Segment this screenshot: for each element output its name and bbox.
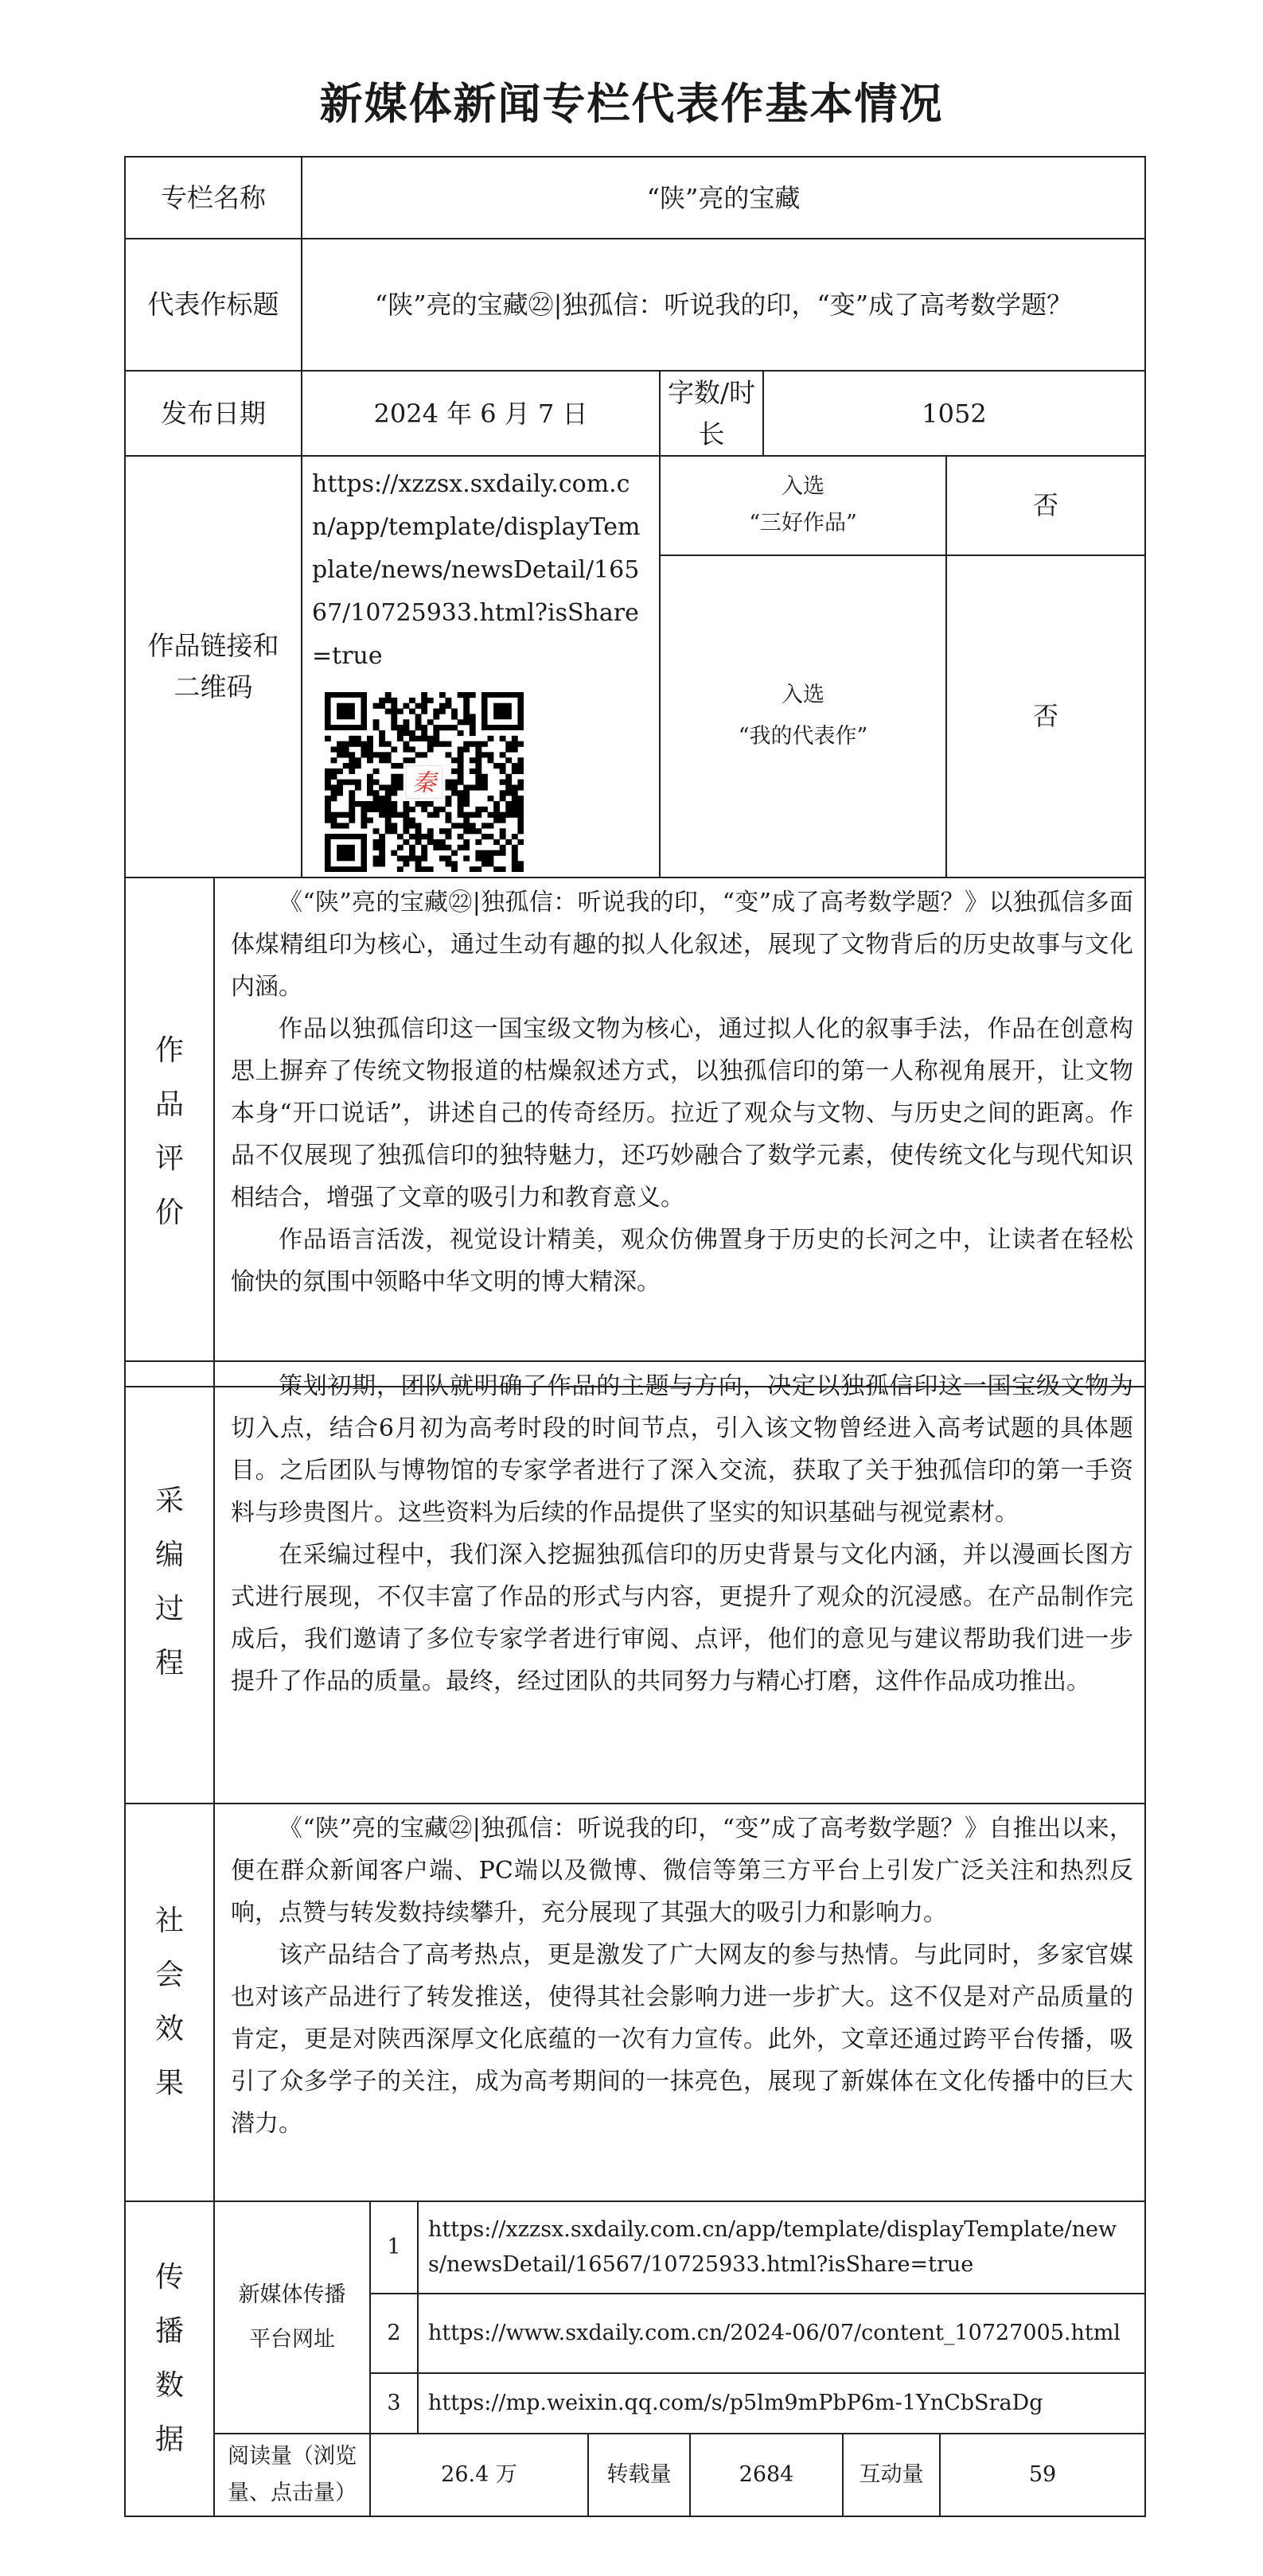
distribution-label: 传播数据 bbox=[125, 2201, 214, 2516]
platform-url-label: 新媒体传播平台网址 bbox=[214, 2201, 370, 2434]
selected-my-work-label: 入选 “我的代表作” bbox=[660, 555, 946, 877]
column-name-value: “陕”亮的宝藏 bbox=[302, 157, 1145, 239]
platform-url-link[interactable]: https://mp.weixin.qq.com/s/p5lm9mPbP6m-1YnCbSraDg bbox=[418, 2373, 1145, 2434]
selected-three-good-label: 入选 “三好作品” bbox=[660, 456, 946, 555]
impact-paragraph: 该产品结合了高考热点，更是激发了广大网友的参与热情。与此同时，多家官媒也对该产品进行了转发推送，使得其社会影响力进一步扩大。这不仅是对产品质量的肯定，更是对陕西深厚文化底蕴的一次有力宣传。此外，文章还通过跨平台传播，吸引了众多学子的关注，成为高考期间的一抹亮色，展现了新媒体在文化传播中的巨大潜力。 bbox=[231, 1941, 1134, 2138]
process-label: 采编过程 bbox=[125, 1361, 214, 1804]
evaluation-paragraph: 作品以独孤信印这一国宝级文物为核心，通过拟人化的叙事手法，作品在创意构思上摒弃了传统文物报道的枯燥叙述方式，以独孤信印的第一人称视角展开，让文物本身“开口说话”，讲述自己的传奇经历。拉近了观众与文物、与历史之间的距离。作品不仅展现了独孤信印的独特魅力，还巧妙融合了数学元素，使传统文化与现代知识相结合，增强了文章的吸引力和教育意义。 bbox=[231, 1015, 1134, 1212]
word-count-label: 字数/时长 bbox=[660, 371, 763, 456]
basic-info-table bbox=[124, 156, 1146, 1387]
column-name-label: 专栏名称 bbox=[125, 157, 302, 239]
process-paragraph: 策划初期，团队就明确了作品的主题与方向，决定以独孤信印这一国宝级文物为切入点，结合6月初为高考时段的时间节点，引入该文物曾经进入高考试题的具体题目。之后团队与博物馆的专家学者进行了深入交流，获取了关于独孤信印的第一手资料与珍贵图片。这些资料为后续的作品提供了坚实的知识基础与视觉素材。 bbox=[231, 1372, 1134, 1527]
reads-value: 26.4 万 bbox=[370, 2434, 588, 2516]
impact-label: 社会效果 bbox=[125, 1804, 214, 2201]
evaluation-text bbox=[214, 877, 1145, 1387]
reads-label: 阅读量（浏览量、点击量） bbox=[214, 2434, 370, 2516]
publish-date-value: 2024 年 6 月 7 日 bbox=[302, 371, 660, 456]
evaluation-paragraph: 作品语言活泼，视觉设计精美，观众仿佛置身于历史的长河之中，让读者在轻松愉快的氛围中领略中华文明的博大精深。 bbox=[231, 1226, 1134, 1296]
qr-logo: 秦 bbox=[412, 769, 436, 797]
url-number: 2 bbox=[370, 2294, 418, 2373]
publish-date-label: 发布日期 bbox=[125, 371, 302, 456]
impact-paragraph: 《“陕”亮的宝藏㉒|独孤信：听说我的印，“变”成了高考数学题？》自推出以来，便在群众新闻客户端、PC端以及微博、微信等第三方平台上引发广泛关注和热烈反响，点赞与转发数持续攀升，充分展现了其强大的吸引力和影响力。 bbox=[231, 1815, 1134, 1927]
reposts-label: 转载量 bbox=[588, 2434, 690, 2516]
evaluation-paragraph: 《“陕”亮的宝藏㉒|独孤信：听说我的印，“变”成了高考数学题？》以独孤信多面体煤精组印为核心，通过生动有趣的拟人化叙述，展现了文物背后的历史故事与文化内涵。 bbox=[231, 889, 1134, 1001]
impact-text bbox=[214, 1804, 1145, 2201]
url-number: 1 bbox=[370, 2201, 418, 2294]
selected-three-good-value: 否 bbox=[946, 456, 1145, 555]
process-table bbox=[124, 1360, 1146, 2517]
page-title: 新媒体新闻专栏代表作基本情况 bbox=[319, 79, 944, 129]
url-number: 3 bbox=[370, 2373, 418, 2434]
link-qr-label: 作品链接和二维码 bbox=[125, 456, 302, 877]
interact-label: 互动量 bbox=[843, 2434, 940, 2516]
work-title-value: “陕”亮的宝藏㉒|独孤信：听说我的印，“变”成了高考数学题？ bbox=[302, 239, 1145, 371]
selected-my-work-value: 否 bbox=[946, 555, 1145, 877]
platform-url-link[interactable]: https://www.sxdaily.com.cn/2024-06/07/content_10727005.html bbox=[418, 2294, 1145, 2373]
work-link[interactable]: https://xzzsx.sxdaily.com.cn/app/template/displayTemplate/news/newsDetail/16567/10725933.html?isShare=true bbox=[312, 470, 641, 670]
work-title-label: 代表作标题 bbox=[125, 239, 302, 371]
qr-code[interactable] bbox=[325, 692, 524, 872]
link-qr-cell bbox=[302, 456, 660, 877]
process-text bbox=[214, 1361, 1145, 1804]
reposts-value: 2684 bbox=[690, 2434, 843, 2516]
word-count-value: 1052 bbox=[763, 371, 1145, 456]
process-paragraph: 在采编过程中，我们深入挖掘独孤信印的历史背景与文化内涵，并以漫画长图方式进行展现，不仅丰富了作品的形式与内容，更提升了观众的沉浸感。在产品制作完成后，我们邀请了多位专家学者进行审阅、点评，他们的意见与建议帮助我们进一步提升了作品的质量。最终，经过团队的共同努力与精心打磨，这件作品成功推出。 bbox=[231, 1541, 1134, 1695]
evaluation-label: 作品评价 bbox=[125, 877, 214, 1387]
platform-url-link[interactable]: https://xzzsx.sxdaily.com.cn/app/template/displayTemplate/news/newsDetail/16567/10725933.html?isShare=true bbox=[418, 2201, 1145, 2294]
interact-value: 59 bbox=[940, 2434, 1145, 2516]
